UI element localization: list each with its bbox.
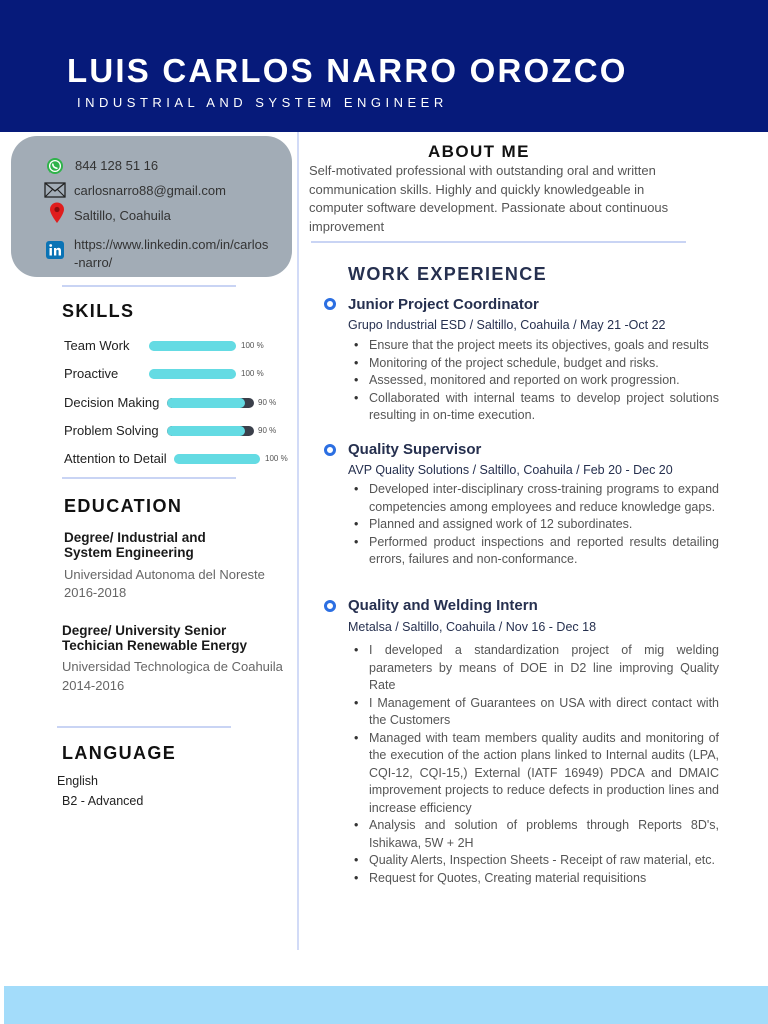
linkedin-icon [46, 241, 64, 259]
education-school: Universidad Technologica de Coahuila [62, 659, 283, 674]
job-bullets [352, 337, 719, 425]
linkedin-url-line-2: -narro/ [74, 255, 113, 270]
timeline-dot [324, 298, 336, 310]
location-text: Saltillo, Coahuila [74, 208, 171, 223]
degree-line: Techician Renewable Energy [62, 638, 248, 653]
education-school: Universidad Autonoma del Noreste [64, 567, 265, 582]
skill-level-bar [149, 341, 236, 351]
job-bullet: • Performed product inspections and reported results detailing errors, failures and non-conformance. [352, 534, 719, 569]
job-bullets [352, 642, 719, 887]
job-bullet: • Ensure that the project meets its objectives, goals and results [352, 337, 719, 355]
job-meta: Grupo Industrial ESD / Saltillo, Coahuila / May 21 -Oct 22 [348, 318, 666, 332]
job-role: INDUSTRIAL AND SYSTEM ENGINEER [77, 95, 448, 110]
skill-percent: 100 % [241, 341, 264, 350]
education-degree [62, 623, 247, 653]
about-heading: ABOUT ME [428, 142, 530, 161]
divider [62, 285, 236, 287]
job-bullets [352, 481, 719, 569]
education-degree [64, 530, 206, 560]
skill-percent: 90 % [258, 398, 277, 407]
job-bullet: • Planned and assigned work of 12 subordinates. [352, 516, 719, 534]
job-title: Junior Project Coordinator [348, 296, 539, 313]
job-bullet: • I Management of Guarantees on USA with direct contact with the Customers [352, 695, 719, 730]
job-bullet: • Assessed, monitored and reported on work progression. [352, 372, 719, 390]
skill-level-fill [174, 454, 260, 464]
job-bullet: • Collaborated with internal teams to develop project solutions resulting in on-time execution. [352, 390, 719, 425]
skill-level-bar [167, 426, 254, 436]
job-meta: Metalsa / Saltillo, Coahuila / Nov 16 - Dec 18 [348, 620, 597, 634]
whatsapp-icon [46, 157, 64, 175]
about-text: Self-motivated professional with outstanding oral and written communication skills. Highly and quickly knowledgeable in computer software development. Passionate about continuous improvement [309, 163, 669, 234]
language-level: B2 - Advanced [62, 794, 144, 808]
job-meta: AVP Quality Solutions / Saltillo, Coahuila / Feb 20 - Dec 20 [348, 463, 673, 477]
footer-band [4, 986, 768, 1024]
header-banner [0, 0, 768, 132]
timeline-divider [297, 132, 299, 950]
divider [57, 726, 231, 728]
education-years: 2016-2018 [64, 585, 127, 600]
skill-level-bar [149, 369, 236, 379]
language-heading: LANGUAGE [62, 743, 177, 763]
skill-percent: 90 % [258, 426, 277, 435]
divider [62, 477, 236, 479]
timeline-dot [324, 600, 336, 612]
skill-level-fill [167, 398, 245, 408]
skill-level-bar [167, 398, 254, 408]
job-title: Quality Supervisor [348, 441, 482, 458]
timeline-dot [324, 444, 336, 456]
degree-line: System Engineering [64, 545, 194, 560]
skill-label: Team Work [64, 338, 130, 353]
skill-level-bar [174, 454, 260, 464]
skill-level-fill [149, 369, 236, 379]
skill-label: Attention to Detail [64, 451, 167, 466]
education-heading: EDUCATION [64, 496, 183, 516]
degree-line: Degree/ University Senior [62, 623, 227, 638]
divider [311, 241, 686, 243]
job-bullet: • Request for Quotes, Creating material requisitions [352, 870, 719, 888]
job-bullet: • Managed with team members quality audits and monitoring of the execution of the action plans linked to Internal audits (LPA, CQI-12, CQI-15,) External (IATF 16949) PDCA and DMAIC improvement projects to reduce defects in production lines and increase efficiency [352, 730, 719, 818]
phone-number: 844 128 51 16 [75, 158, 159, 173]
job-bullet: • Developed inter-disciplinary cross-training programs to expand competencies among employees and reduce knowledge gaps. [352, 481, 719, 516]
skills-heading: SKILLS [62, 301, 135, 321]
skill-level-fill [167, 426, 245, 436]
job-bullet: • Analysis and solution of problems through Reports 8D's, Ishikawa, 5W + 2H [352, 817, 719, 852]
job-bullet: • Monitoring of the project schedule, budget and risks. [352, 355, 719, 373]
skill-percent: 100 % [265, 454, 288, 463]
job-bullet: • Quality Alerts, Inspection Sheets - Receipt of raw material, etc. [352, 852, 719, 870]
skill-label: Proactive [64, 366, 119, 381]
skill-label: Decision Making [64, 395, 160, 410]
full-name: LUIS CARLOS NARRO OROZCO [67, 52, 628, 89]
education-years: 2014-2016 [62, 678, 125, 693]
skill-label: Problem Solving [64, 423, 159, 438]
degree-line: Degree/ Industrial and [64, 530, 206, 545]
job-title: Quality and Welding Intern [348, 597, 538, 614]
skill-percent: 100 % [241, 369, 264, 378]
linkedin-url-line-1: https://www.linkedin.com/in/carlos [74, 237, 269, 252]
mail-icon [44, 182, 66, 198]
skill-level-fill [149, 341, 236, 351]
linkedin-link[interactable] [74, 236, 268, 272]
job-bullet: • I developed a standardization project of mig welding parameters by means of DOE in D2 line improving Quality Rate [352, 642, 719, 695]
location-pin-icon [49, 202, 65, 224]
language-name: English [57, 774, 98, 788]
email-link[interactable]: carlosnarro88@gmail.com [74, 183, 226, 198]
contact-card [11, 136, 292, 277]
work-experience-heading: WORK EXPERIENCE [348, 264, 548, 284]
